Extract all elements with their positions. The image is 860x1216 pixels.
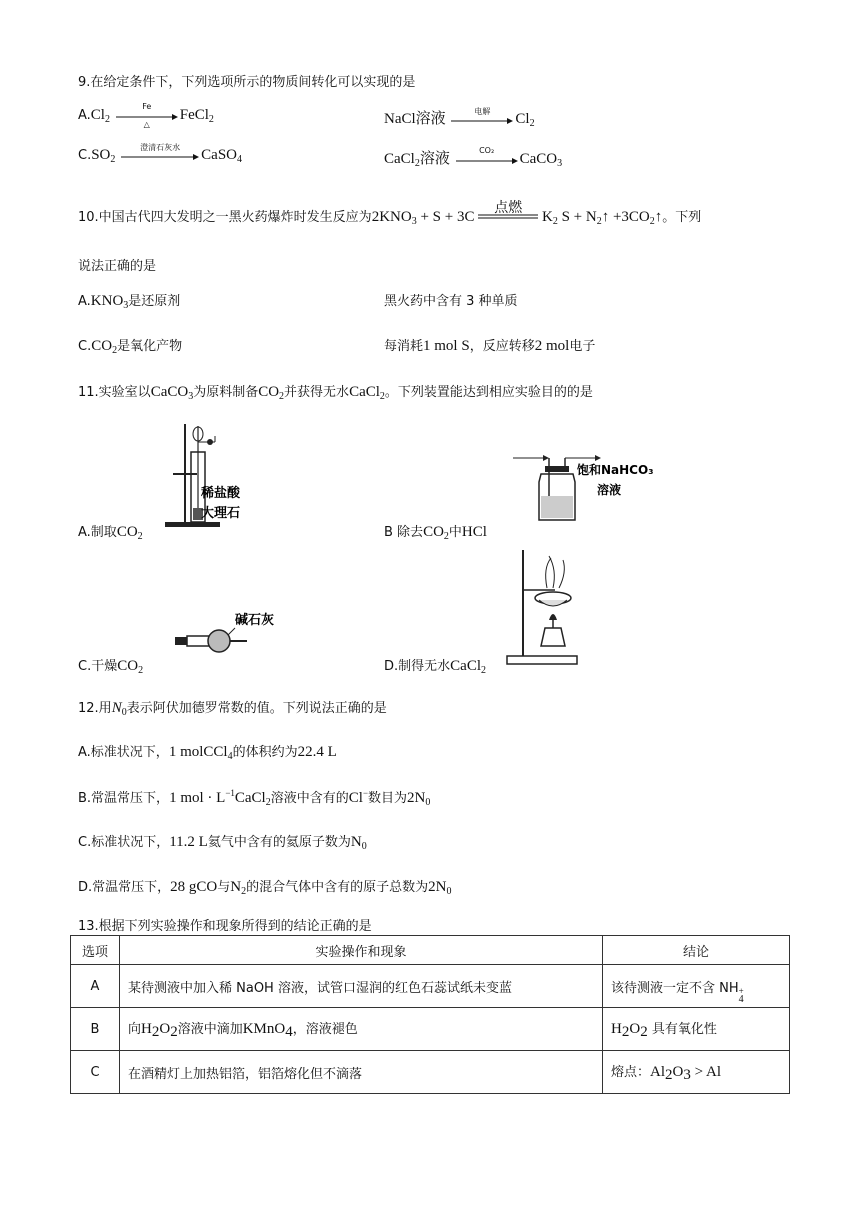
row-conclusion: 该待测液一定不含 NH + 4 <box>603 965 790 1008</box>
table-row <box>71 965 790 1008</box>
row-conclusion: 熔点：$Al_2O_3 > Al$ <box>603 1051 790 1094</box>
q9-option-d: CaCl$_2$溶液 CO₂ CaCO$_3$ <box>384 145 563 169</box>
co2-generator-figure <box>155 422 275 532</box>
reaction-arrow: 澄清石灰水 <box>121 149 199 163</box>
q12-option-a: A.标准状况下，1 molCCl$_4$的体积约为22.4 L <box>78 744 337 762</box>
q10-option-b: 黑火药中含有 3 种单质 <box>384 294 518 309</box>
evaporation-figure <box>505 548 595 668</box>
q12-option-c: C.标准状况下，11.2 L氦气中含有的氦原子数为$N_0$ <box>78 834 367 852</box>
q11-option-b: B 除去$CO_2$中HCl <box>384 524 487 542</box>
label-solution: 溶液 <box>597 483 622 497</box>
q9-option-c: $C.SO_2$ 澄清石灰水 CaSO$_4$ <box>78 142 242 165</box>
label-nahco3: 饱和NaHCO₃ <box>577 463 654 477</box>
row-option: C <box>71 1051 120 1094</box>
q13-stem: 13.根据下列实验操作和现象所得到的结论正确的是 <box>78 919 372 934</box>
label-marble: 大理石 <box>201 506 241 521</box>
experiment-table <box>70 935 790 1094</box>
q9-option-b: NaCl溶液 电解 $Cl_2$ <box>384 106 535 129</box>
q10-stem-line2: 说法正确的是 <box>78 259 157 274</box>
header-operation: 实验操作和现象 <box>120 936 603 965</box>
row-operation: 向$H_2O_2$溶液中滴加KMnO$_4$，溶液褪色 <box>120 1008 603 1051</box>
label-soda-lime: 碱石灰 <box>235 613 275 628</box>
table-header-row <box>71 936 790 965</box>
header-option: 选项 <box>71 936 120 965</box>
reaction-arrow: Fe △ <box>116 109 178 123</box>
q9-option-a: $A.Cl_2$ Fe △ FeCl$_2$ <box>78 101 214 129</box>
q11-option-d: D.制得无水CaCl$_2$ <box>384 658 486 676</box>
reaction-arrow: 电解 <box>451 113 513 127</box>
equals-condition: 点燃 <box>494 199 523 216</box>
header-conclusion: 结论 <box>603 936 790 965</box>
row-operation: 在酒精灯上加热铝箔，铝箔熔化但不滴落 <box>120 1051 603 1094</box>
q11-option-a: A.制取$CO_2$ <box>78 524 143 542</box>
reaction-arrow: CO₂ <box>456 153 518 167</box>
table-row <box>71 1008 790 1051</box>
row-operation: 某待测液中加入稀 NaOH 溶液，试管口湿润的红色石蕊试纸未变蓝 <box>120 965 603 1008</box>
option-label: A. <box>78 108 91 123</box>
q10-option-d: 每消耗1 mol S，反应转移2 mol电子 <box>384 338 596 354</box>
row-option: B <box>71 1008 120 1051</box>
row-option: A <box>71 965 120 1008</box>
q9-stem: 9.在给定条件下，下列选项所示的物质间转化可以实现的是 <box>78 75 416 90</box>
q10-option-c: $C.CO_2$是氧化产物 <box>78 338 183 356</box>
table-row <box>71 1051 790 1094</box>
q12-stem: 12.用$N_0$表示阿伏加德罗常数的值。下列说法正确的是 <box>78 700 387 718</box>
row-conclusion: $H_2O_2$ 具有氧化性 <box>603 1008 790 1051</box>
q12-option-d: D.常温常压下，28 gCO与$N_2$的混合气体中含有的原子总数为$2N_0$ <box>78 879 452 897</box>
drying-tube-figure <box>175 608 295 653</box>
label-hcl: 稀盐酸 <box>201 486 241 501</box>
q11-stem: 11.实验室以CaCO$_3$为原料制备$CO_2$并获得无水CaCl$_2$。下列装置能达到相应实验目的的是 <box>78 384 593 402</box>
q12-option-b: B.常温常压下，1 mol · $L^{-1}CaCl_2$溶液中含有的Cl−数目为$2N_0$ <box>78 788 431 808</box>
gas-washing-bottle-figure <box>513 452 673 527</box>
q10-stem: 10.中国古代四大发明之一黑火药爆炸时发生反应为$2KNO_3 + S + 3C$ 点燃 $K_2$ $S + N_2↑$ $+3CO_2↑$。下列 <box>78 199 702 227</box>
q10-option-a: $A.KNO_3$是还原剂 <box>78 293 181 311</box>
q11-option-c: C.干燥$CO_2$ <box>78 658 144 676</box>
